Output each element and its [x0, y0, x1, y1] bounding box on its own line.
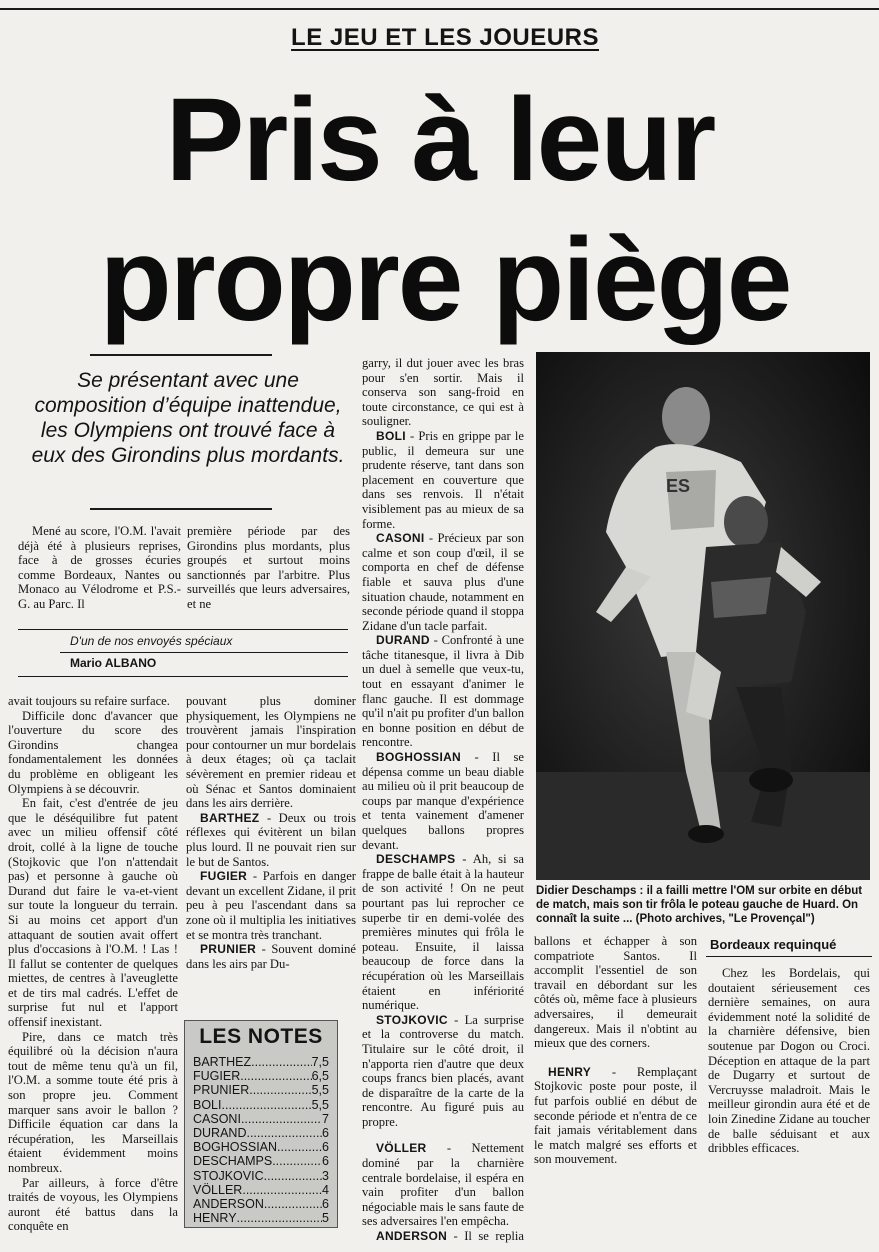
player-name: HENRY [548, 1064, 592, 1079]
player-rating [186, 811, 356, 869]
player-name: VÖLLER [376, 1141, 427, 1156]
byline-bottom-rule [18, 676, 348, 677]
body-column-5 [708, 966, 870, 1166]
player-rating [186, 869, 356, 942]
notes-player: FUGIER [193, 1069, 241, 1084]
body-column-1 [8, 694, 178, 1244]
notes-row [193, 1083, 329, 1097]
player-comment: - Nettement dominé par la charnière centrale bordelaise, il espéra en vain profiter d'un ballon négociable mais le sans faute de ses adversaires l'en empêcha. [362, 1141, 524, 1229]
photo-shirt-text: ES [666, 476, 691, 496]
notes-player: BOGHOSSIAN [193, 1140, 278, 1155]
notes-player: ANDERSON [193, 1197, 264, 1212]
player-rating [362, 1229, 524, 1244]
body-paragraph: ballons et échapper à son compatriote Santos. Il accomplit l'essentiel de son travail en débordant sur les côtés où, même face à plusieurs adversaires, il demeurait dangereux. Mais il n'obtint au mieux que des corners. [534, 934, 697, 1051]
notes-row [193, 1211, 329, 1225]
notes-grade: 5,5 [311, 1083, 329, 1098]
deck-text: Se présentant avec une composition d’équipe inattendue, les Olympiens ont trouvé face à eux des Girondins plus mordants. [31, 369, 345, 467]
photo-caption: Didier Deschamps : il a failli mettre l'OM sur orbite en début de match, mais son tir frôla le poteau gauche de Huard. On connaît la suite ... (Photo archives, "Le Provençal") [536, 885, 863, 925]
intro-column-2 [187, 524, 350, 612]
notes-leader-dots [242, 1183, 322, 1197]
notes-leader-dots [241, 1112, 322, 1126]
section-kicker: LE JEU ET LES JOUEURS [291, 24, 599, 51]
photo-image [536, 352, 870, 880]
headline-line-1: Pris à leur [165, 74, 715, 206]
notes-grade: 6 [322, 1154, 329, 1169]
notes-row [193, 1183, 329, 1197]
notes-grade: 6 [322, 1197, 329, 1212]
notes-player: HENRY [193, 1211, 237, 1226]
player-comment: - Il se replia [453, 1229, 524, 1244]
intro-column-1 [18, 524, 181, 612]
subhead-rule [706, 956, 872, 957]
intro-paragraph-1: Mené au score, l'O.M. l'avait déjà été à plusieurs reprises, face à de grosses écuries comme Bordeaux, Nantes ou Monaco au Vélodrome et P.S.-G. au Parc. Il [18, 524, 181, 611]
notes-grade: 3 [322, 1168, 329, 1183]
notes-player: STOJKOVIC [193, 1168, 264, 1183]
notes-grade: 6 [322, 1140, 329, 1155]
notes-player: PRUNIER [193, 1083, 250, 1098]
notes-leader-dots [237, 1211, 323, 1225]
body-paragraph: avait toujours su refaire surface. [8, 694, 170, 708]
notes-row [193, 1197, 329, 1211]
notes-leader-dots [251, 1055, 311, 1069]
notes-grade: 6,5 [311, 1069, 329, 1084]
player-name: STOJKOVIC [376, 1012, 448, 1027]
ratings-list [362, 429, 524, 1244]
byline-author: Mario ALBANO [70, 656, 157, 670]
notes-leader-dots [240, 1069, 311, 1083]
byline-mid-rule [60, 652, 348, 653]
player-comment: - Remplaçant Stojkovic poste pour poste, il fut parfois oublié en début de seconde période et n'entra de ce fait jamais véritablement dans le match malgré ses efforts et son mouvement. [534, 1064, 697, 1167]
player-rating [362, 750, 524, 852]
notes-grade: 7 [322, 1111, 329, 1126]
body-paragraph: Pire, dans ce match très équilibré où la décision n'aura tout de même tenu qu'à un fil, l'O.M. a somme toute été pris à son propre jeu. Comment marquer sans avoir le ballon ? Difficile équation car dans la récupération, les Marseillais étaient évidemment moins nombreux. [8, 1029, 178, 1175]
top-rule [0, 8, 879, 10]
body-column-3 [362, 356, 524, 1244]
notes-row [193, 1098, 329, 1112]
notes-leader-dots [264, 1169, 322, 1183]
player-rating [362, 1013, 524, 1130]
notes-grade: 4 [322, 1182, 329, 1197]
player-rating [362, 1141, 524, 1229]
player-name: DESCHAMPS [376, 852, 456, 867]
headline-line-2: propre piège [99, 214, 791, 346]
player-name: CASONI [376, 531, 425, 546]
notes-player: BARTHEZ [193, 1055, 252, 1069]
notes-player: VÖLLER [193, 1182, 243, 1197]
notes-row [193, 1055, 329, 1069]
notes-leader-dots [272, 1154, 322, 1168]
notes-grade: 7,5 [311, 1055, 329, 1069]
player-comment: - Il se dépensa comme un beau diable au milieu où il prit beaucoup de coups par manque d'expérience et tenta vainement d'amener quelques ballons propres devant. [362, 750, 524, 852]
player-comment: - Confronté à une tâche titanesque, il livra à Dib un duel à semelle que veux-tu, tout en essayant d'animer le flanc gauche. Il est dommage qu'il n'ait pu profiter d'un ballon en bonne position en début de rencontre. [362, 633, 524, 750]
player-rating [362, 429, 524, 531]
player-comment: - Souvent dominé dans les airs par Du- [186, 942, 356, 971]
player-rating [362, 852, 524, 1013]
notes-row [193, 1126, 329, 1140]
notes-title: LES NOTES [199, 1025, 323, 1048]
player-name: ANDERSON [376, 1229, 448, 1244]
notes-player: DESCHAMPS [193, 1154, 273, 1169]
notes-leader-dots [246, 1126, 322, 1140]
intro-paragraph-2: première période par des Girondins plus mordants, plus groupés et surtout moins sanctionnés par l'arbitre. Plus surveillés que leurs adversaires, et ne [187, 524, 350, 611]
body-paragraph: garry, il dut jouer avec les bras pour s'en sortir. Mais il conserva son sang-froid en toute circonstance, ce qui est à souligner. [362, 356, 524, 429]
body-paragraph: pouvant plus dominer physiquement, les Olympiens ne trouvèrent jamais l'inspiration pour contourner un mur bordelais à deux étages; où ça taclait sévèrement en premier rideau et où Sénac et Santos dominaient dans les airs derrière. [186, 694, 356, 811]
player-rating [534, 1065, 697, 1167]
player-comment: - Deux ou trois réflexes qui évitèrent un bilan plus lourd. Il ne pouvait rien sur le but de Santos. [186, 810, 356, 869]
notes-row [193, 1112, 329, 1126]
body-paragraph: Chez les Bordelais, qui doutaient sérieusement ces dernière semaines, on aura évidemment noté la solidité de la charnière défensive, bien soutenue par Dogon ou Croci. Déception en attaque de la part de Dugarry et surtout de Vercruysse maladroit. Mais le meilleur girondin aura été et de loin Zinedine Zidane au toucher de balle séduisant et aux dribbles efficaces. [708, 966, 870, 1156]
notes-leader-dots [277, 1140, 322, 1154]
notes-row [193, 1140, 329, 1154]
notes-row [193, 1154, 329, 1168]
player-name: BARTHEZ [200, 810, 260, 825]
player-comment: - Pris en grippe par le public, il demeura sur une prudente réserve, tant dans son placement en couverture que dans ses renvois. Il n'était visiblement pas au mieux de sa forme. [362, 428, 524, 531]
body-column-4 [534, 934, 697, 1244]
player-rating [186, 942, 356, 971]
notes-player: CASONI [193, 1111, 241, 1126]
notes-leader-dots [264, 1197, 322, 1211]
body-column-2 [186, 694, 356, 1016]
player-name: PRUNIER [200, 942, 257, 957]
player-comment: - Ah, si sa frappe de balle était à la hauteur de son activité ! On ne peut pourtant pas lui reprocher ce superbe tir en demi-volée des premières minutes qui frôla le poteau. Ensuite, il laissa beaucoup de force dans la récupération où les Marseillais étaient en infériorité numérique. [362, 852, 524, 1013]
player-comment: - La surprise et la controverse du match. Titulaire sur le côté droit, il n'apporta rien d'autre que deux coups francs bien placés, avant de disparaître de la carte de la rencontre. Au figuré puis au propre. [362, 1012, 524, 1129]
player-name: FUGIER [200, 869, 248, 884]
notes-leader-dots [249, 1083, 311, 1097]
notes-list [185, 1055, 337, 1225]
notes-box [184, 1020, 338, 1228]
player-comment: - Parfois en danger devant un excellent Zidane, il prit peu à peu l'ascendant dans sa zone où il multiplia les initiatives et se montra très tranchant. [186, 869, 356, 942]
notes-row [193, 1169, 329, 1183]
player-name: BOLI [376, 428, 406, 443]
player-rating [362, 633, 524, 750]
body-paragraph: En fait, c'est d'entrée de jeu que le déséquilibre fut patent avec un milieu offensif côté droit, collé à la ligne de touche (Stojkovic que l'on n'attendait pas) et personne à gauche où Durand dut faire le va-et-vient sur toute la longueur du terrain. Si au moins cet apport d'un attaquant de soutien avait offert plus d'occasions à l'O.M. ! Las ! Il fallut se contenter de quelques miettes, de centres à l'aveuglette et de tirs mal cadrés. L'effet de surprise fut nul et l'apport offensif inexistant. [8, 796, 178, 1030]
byline-label: D'un de nos envoyés spéciaux [70, 634, 233, 648]
notes-grade: 5,5 [311, 1097, 329, 1112]
player-name: BOGHOSSIAN [376, 750, 462, 765]
body-paragraph: Difficile donc d'avancer que l'ouverture du score des Girondins changea fondamentalement les données du problème en obligeant les Olympiens à se découvrir. [8, 708, 178, 796]
deck-bottom-rule [90, 508, 272, 510]
notes-grade: 5 [322, 1211, 329, 1226]
section-subhead: Bordeaux requinqué [710, 937, 837, 952]
notes-row [193, 1069, 329, 1083]
player-rating [362, 531, 524, 633]
notes-grade: 6 [322, 1126, 329, 1141]
deck-top-rule [90, 354, 272, 356]
notes-leader-dots [222, 1098, 312, 1112]
photo [536, 352, 870, 880]
body-paragraph: Par ailleurs, à force d'être traités de voyous, les Olympiens auront été battus dans la conquête en [8, 1175, 178, 1234]
byline-top-rule [18, 629, 348, 630]
player-name: DURAND [376, 633, 430, 648]
notes-player: DURAND [193, 1126, 247, 1141]
player-comment: - Précieux par son calme et son coup d'œil, il se comporta en chef de défense fiable et sauva plus d'une situation chaude, notamment en seconde période quand il stoppa Zidane d'un tacle parfait. [362, 531, 524, 633]
notes-player: BOLI [193, 1097, 222, 1112]
